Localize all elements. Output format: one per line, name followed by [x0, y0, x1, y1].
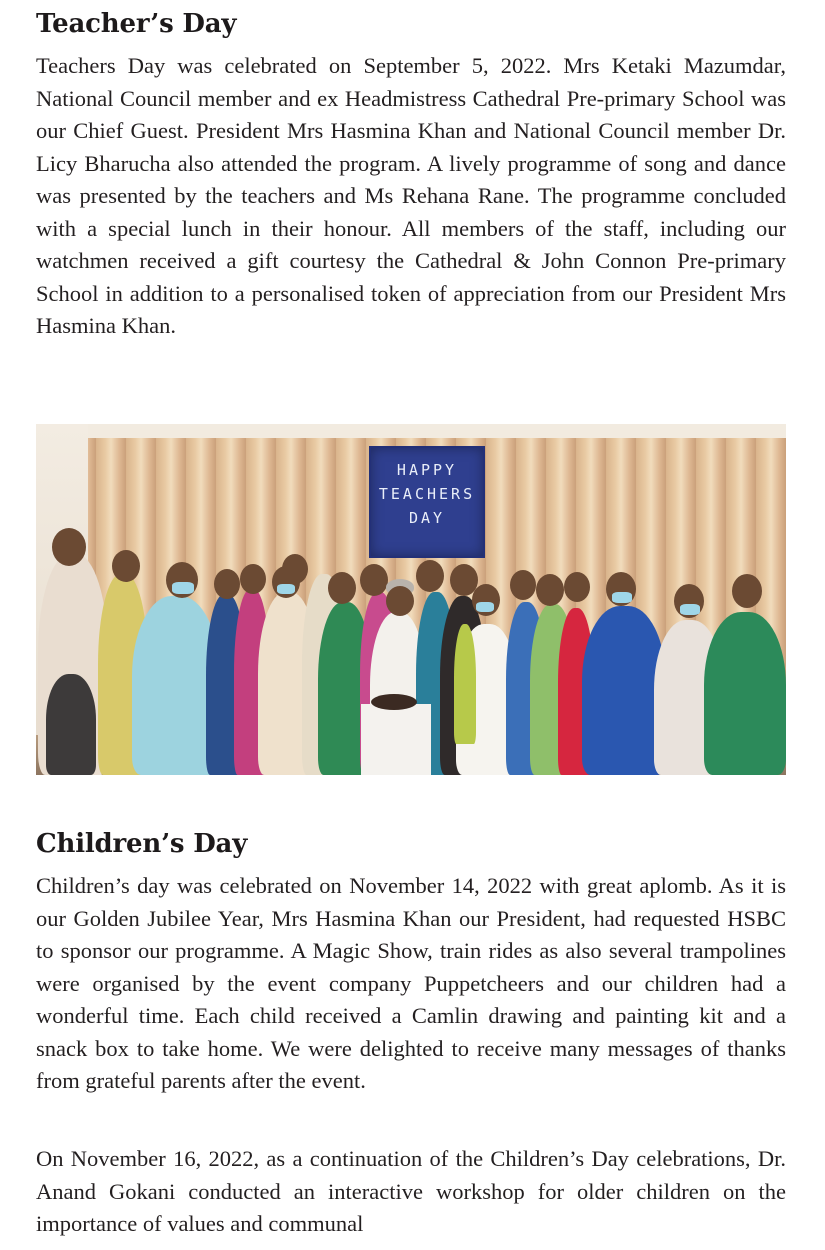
person-figure: [454, 624, 476, 744]
childrens-day-workshop-paragraph: On November 16, 2022, as a continuation of the Children’s Day celebrations, Dr. Anand Gokani conducted an interactive workshop for older children on the importance of values and communal: [36, 1146, 786, 1236]
teachers-day-group-photo: [36, 424, 786, 775]
person-head: [732, 574, 762, 608]
document-page: [36, 0, 786, 1250]
person-figure: [46, 674, 96, 775]
person-head: [536, 574, 564, 606]
banner-line: HAPPY: [396, 461, 458, 479]
person-head: [52, 528, 86, 566]
cake: [371, 694, 417, 710]
childrens-day-paragraph: Children’s day was celebrated on November 14, 2022 with great aplomb. As it is our Golden Jubilee Year, Mrs Hasmina Khan our President, had requested HSBC to sponsor our programme. A Magic Show, train rides as also several trampolines were organised by the event company Puppetcheers and our children had a wonderful time. Each child received a Camlin drawing and painting kit and a snack box to take home. We were delighted to receive many messages of thanks from grateful parents after the event.: [36, 873, 786, 1093]
face-mask: [680, 604, 700, 615]
person-figure: [704, 612, 786, 775]
happy-teachers-day-banner: [369, 446, 485, 558]
person-head: [510, 570, 536, 600]
face-mask: [172, 582, 194, 594]
person-head: [214, 569, 240, 599]
section-heading-teachers-day: Teacher’s Day: [36, 9, 237, 39]
face-mask: [612, 592, 632, 603]
cake-table: [361, 704, 431, 775]
banner-line: TEACHERS: [378, 485, 476, 503]
person-head: [386, 586, 414, 616]
person-head: [416, 560, 444, 592]
section-heading-childrens-day: Children’s Day: [36, 829, 248, 859]
person-head: [112, 550, 140, 582]
photo-ceiling: [36, 424, 786, 438]
person-head: [360, 564, 388, 596]
banner-line: DAY: [408, 509, 446, 527]
person-head: [328, 572, 356, 604]
face-mask: [277, 584, 295, 594]
person-head: [240, 564, 266, 594]
face-mask: [476, 602, 494, 612]
teachers-day-paragraph: Teachers Day was celebrated on September 5, 2022. Mrs Ketaki Mazumdar, National Council member and ex Headmistress Cathedral Pre-primary School was our Chief Guest. President Mrs Hasmina Khan and National Council member Dr. Licy Bharucha also attended the program. A lively programme of song and dance was presented by the teachers and Ms Rehana Rane. The programme concluded with a special lunch in their honour. All members of the staff, including our watchmen received a gift courtesy the Cathedral & John Connon Pre-primary School in addition to a personalised token of appreciation from our President Mrs Hasmina Khan.: [36, 53, 786, 338]
person-head: [282, 554, 308, 584]
person-head: [564, 572, 590, 602]
